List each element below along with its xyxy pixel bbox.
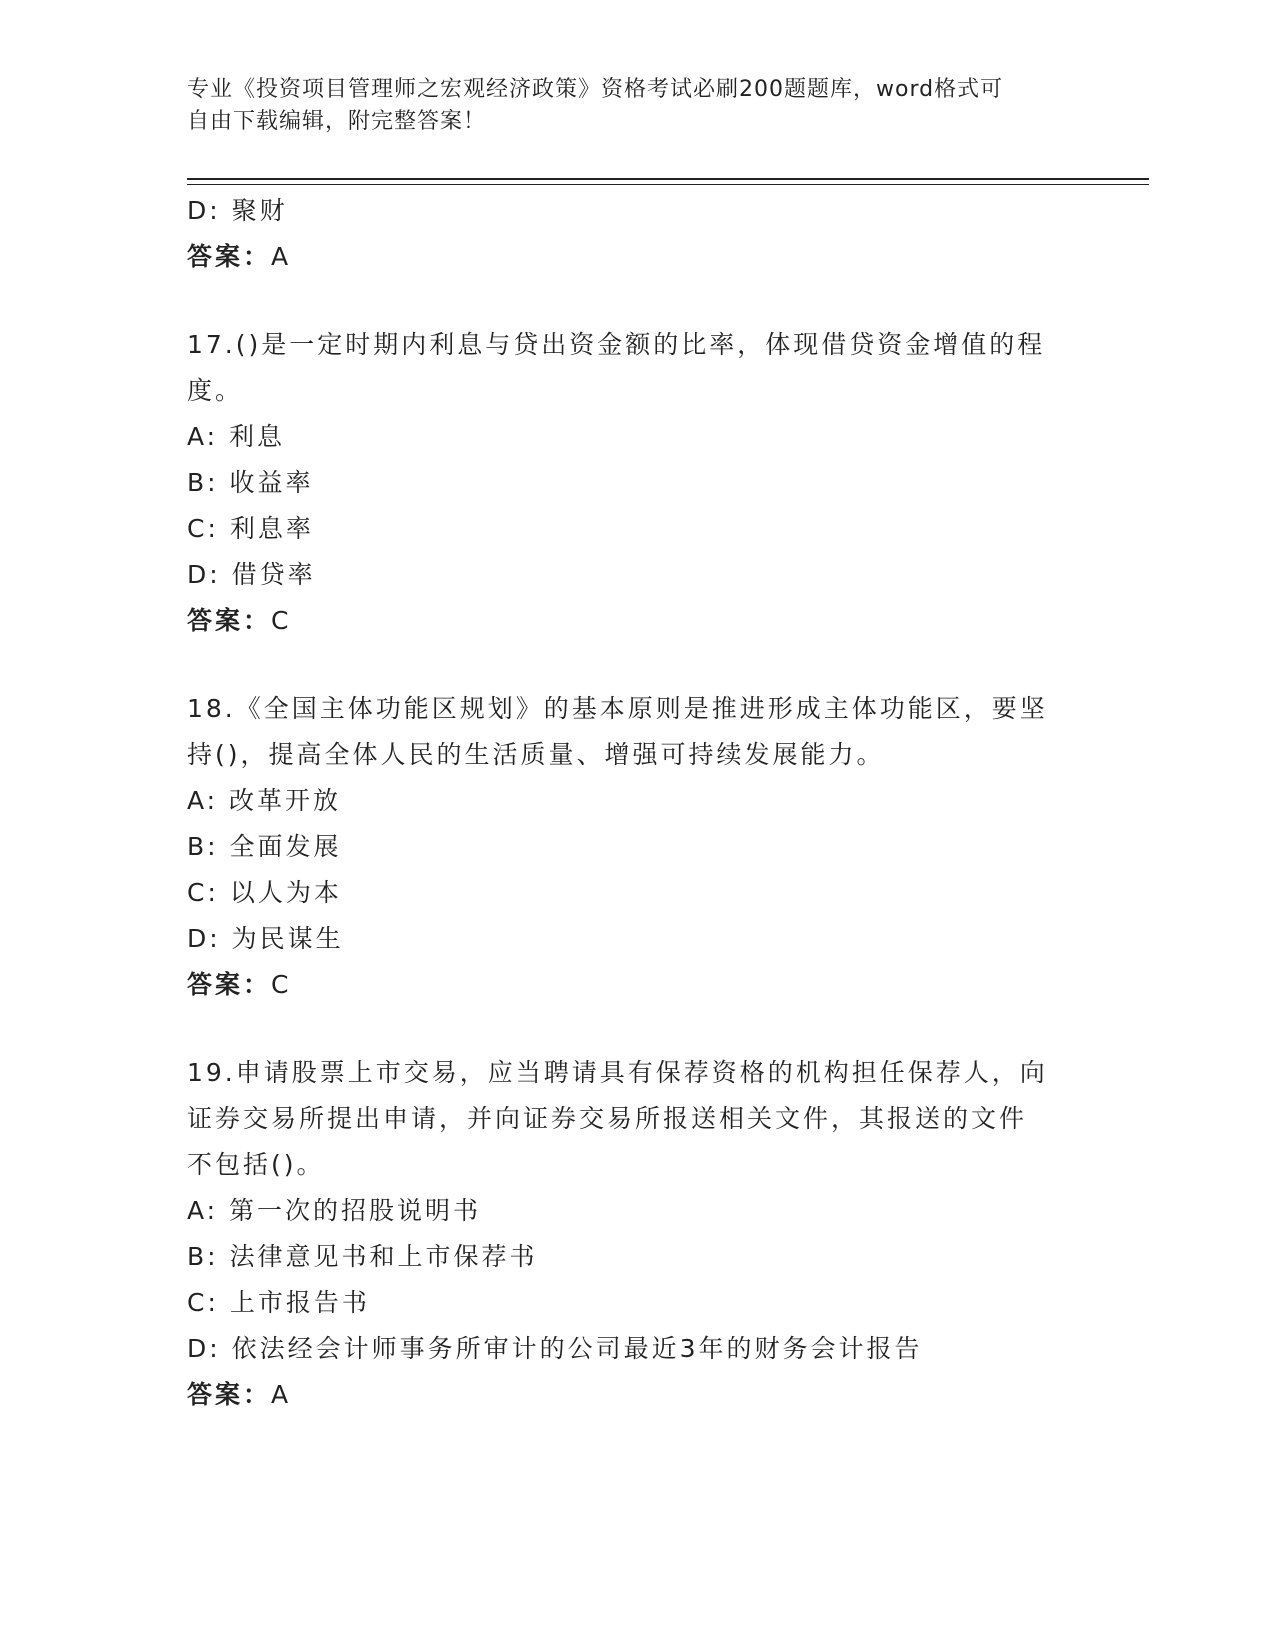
answer-value: A <box>271 1380 292 1409</box>
option-b: B: 全面发展 <box>187 832 342 861</box>
header-line-2: 自由下载编辑，附完整答案！ <box>187 109 487 134</box>
question-text-line: 17.()是一定时期内利息与贷出资金额的比率，体现借贷资金增值的程 <box>187 330 1046 359</box>
header-divider-thin <box>187 184 1149 185</box>
option-b: B: 收益率 <box>187 468 314 497</box>
spacer <box>187 1008 1087 1050</box>
answer-label: 答案： <box>187 606 272 635</box>
question-text-line: 证券交易所提出申请，并向证券交易所报送相关文件，其报送的文件 <box>187 1104 1028 1133</box>
question-text-line: 持()，提高全体人民的生活质量、增强可持续发展能力。 <box>187 740 885 769</box>
header-divider-thick <box>187 178 1149 180</box>
header-line-1: 专业《投资项目管理师之宏观经济政策》资格考试必刷200题题库，word格式可 <box>187 77 1004 102</box>
option-d: D: 为民谋生 <box>187 924 344 953</box>
option-c: C: 以人为本 <box>187 878 342 907</box>
option-a: A: 改革开放 <box>187 786 342 815</box>
option-a: A: 第一次的招股说明书 <box>187 1196 482 1225</box>
answer-label: 答案： <box>187 1380 272 1409</box>
question-18 <box>187 686 1087 1008</box>
option-c: C: 上市报告书 <box>187 1288 370 1317</box>
question-text-line: 19.申请股票上市交易，应当聘请具有保荐资格的机构担任保荐人，向 <box>187 1058 1048 1087</box>
option-a: A: 利息 <box>187 422 286 451</box>
question-text-line: 度。 <box>187 376 244 405</box>
answer-value: C <box>271 606 292 635</box>
option-b: B: 法律意见书和上市保荐书 <box>187 1242 538 1271</box>
spacer <box>187 280 1087 322</box>
answer-line <box>187 598 1087 644</box>
question-text-line: 不包括()。 <box>187 1150 325 1179</box>
page-header <box>187 74 1067 138</box>
answer-line <box>187 234 1087 280</box>
option-d: D: 聚财 <box>187 196 288 225</box>
answer-line <box>187 962 1087 1008</box>
answer-value: A <box>271 242 292 271</box>
option-d: D: 依法经会计师事务所审计的公司最近3年的财务会计报告 <box>187 1334 923 1363</box>
question-17 <box>187 322 1087 644</box>
previous-question-tail <box>187 188 1087 280</box>
option-c: C: 利息率 <box>187 514 314 543</box>
document-body <box>187 188 1087 1418</box>
answer-label: 答案： <box>187 242 272 271</box>
question-19 <box>187 1050 1087 1418</box>
answer-value: C <box>271 970 292 999</box>
spacer <box>187 644 1087 686</box>
answer-line <box>187 1372 1087 1418</box>
option-d: D: 借贷率 <box>187 560 316 589</box>
answer-label: 答案： <box>187 970 272 999</box>
question-text-line: 18.《全国主体功能区规划》的基本原则是推进形成主体功能区，要坚 <box>187 694 1048 723</box>
